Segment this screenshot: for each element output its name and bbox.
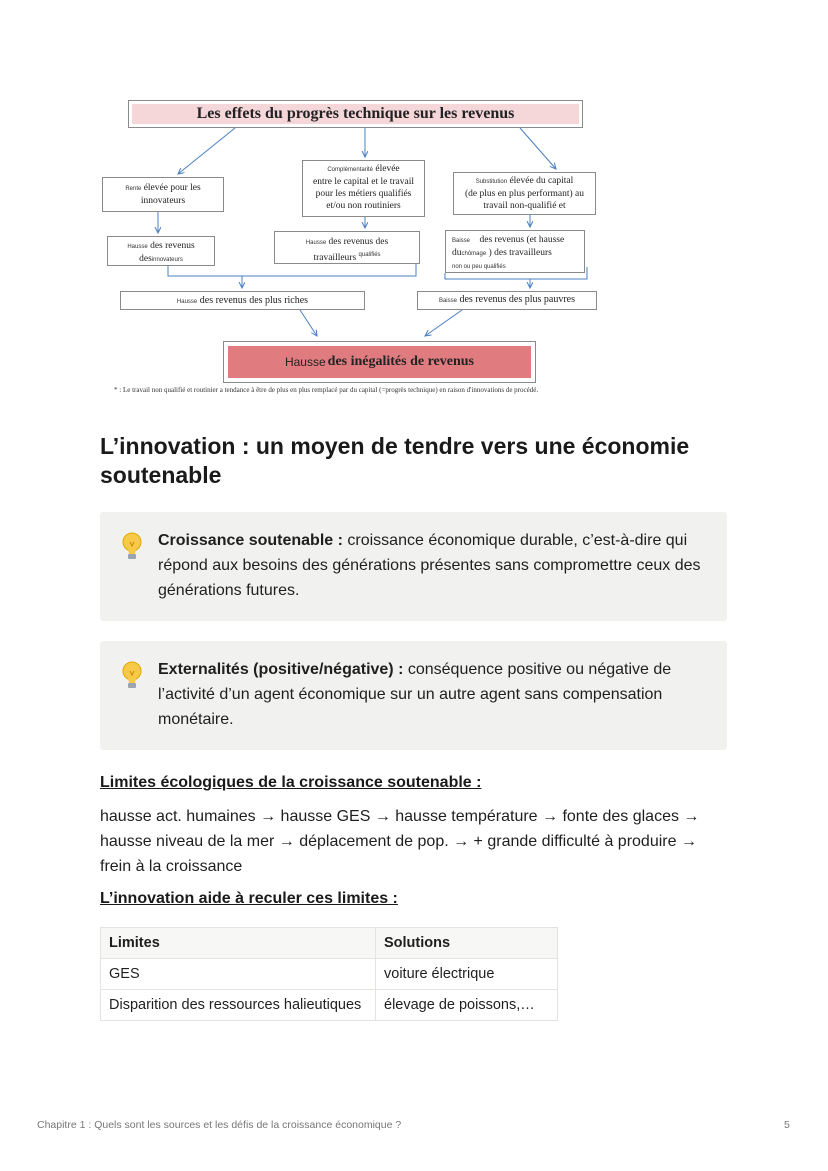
baisse-text-2: du [452, 248, 462, 258]
baisse-small-2: chômage [461, 251, 487, 257]
baisse-box [445, 230, 585, 273]
diagram-title-box [128, 100, 583, 128]
baisse-text-1: des revenus (et hausse [479, 235, 565, 245]
rente-box [102, 177, 224, 212]
arrow-pauvres-to-inegalites [425, 310, 462, 336]
substitution-text-3: travail non-qualifié et [483, 201, 566, 211]
innovation-heading: L’innovation aide à reculer ces limites : [100, 890, 398, 907]
callout-croissance-soutenable [100, 512, 727, 621]
table-header-limites: Limites [101, 928, 376, 959]
table-cell: voiture électrique [376, 959, 558, 990]
rente-label: Rente [125, 186, 142, 192]
complementarite-text-2: entre le capital et le travail [312, 177, 414, 187]
table-cell: Disparition des ressources halieutiques [101, 990, 376, 1021]
inegalites-box [223, 341, 536, 383]
hausse-trav-label: Hausse [305, 240, 327, 246]
table-header-row [101, 928, 558, 959]
pauvres-text: des revenus des plus pauvres [459, 294, 576, 305]
rente-text: élevée pour les [143, 183, 201, 193]
riches-text: des revenus des plus riches [199, 295, 309, 306]
section-title: L’innovation : un moyen de tendre vers une économie soutenable [100, 433, 690, 488]
complementarite-text-3: pour les métiers qualifiés [315, 189, 412, 199]
substitution-label: Substitution [475, 179, 508, 185]
hausse-innov-small: innovateurs [151, 257, 183, 263]
complementarite-box [302, 160, 425, 217]
baisse-small-3: non ou peu qualifiés [452, 264, 506, 270]
rente-text-2: innovateurs [140, 196, 186, 206]
table-row [101, 959, 558, 990]
table-row [101, 990, 558, 1021]
pauvres-label: Baisse [438, 298, 457, 304]
baisse-label: Baisse [452, 238, 471, 244]
table-header-solutions: Solutions [376, 928, 558, 959]
arrow-title-to-rente [178, 128, 235, 174]
substitution-box [453, 172, 596, 215]
diagram-title: Les effets du progrès technique sur les revenus [132, 104, 579, 124]
callout-definition: croissance économique durable, c’est-à-dire qui répond aux besoins des générations présentes sans compromettre ceux des générations futures. [158, 532, 701, 599]
arrow-riches-to-inegalites [300, 310, 317, 336]
arrow-title-to-subst [520, 128, 556, 169]
limits-heading: Limites écologiques de la croissance soutenable : [100, 774, 482, 791]
lightbulb-icon [118, 659, 146, 691]
page-number: 5 [784, 1119, 790, 1131]
diagram-footnote: * : Le travail non qualifié et routinier a tendance à être de plus en plus remplacé par du capital (=progrès technique) en raison d'innovations de procédé. [114, 386, 539, 394]
hausse-travailleurs-box [274, 231, 420, 264]
limits-solutions-table [100, 927, 558, 1021]
hausse-trav-text-2: travailleurs [313, 253, 357, 264]
callout-term: Croissance soutenable : [158, 532, 343, 549]
table-cell: élevage de poissons,… [376, 990, 558, 1021]
hausse-innov-label: Hausse [127, 244, 148, 250]
limits-text: hausse act. humaines → hausse GES → hausse température → fonte des glaces → hausse niveau de la mer → déplacement de pop. → + grande difficulté à produire → frein à la croissance [100, 808, 700, 875]
complementarite-label: Complémentarité [327, 167, 374, 173]
substitution-text-1: élevée du capital [509, 176, 574, 186]
hausse-innov-text-1: des revenus [150, 241, 195, 251]
substitution-text-2: (de plus en plus performant) au [465, 189, 584, 199]
hausse-innovateurs-box [107, 236, 215, 266]
hausse-trav-small: qualifiés [358, 252, 381, 258]
complementarite-text-4: et/ou non routiniers [326, 201, 401, 211]
callout-externalites [100, 641, 727, 750]
riches-box [120, 291, 365, 310]
callout-definition: conséquence positive ou négative de l’activité d’un agent économique sur un autre agent sans compensation monétaire. [158, 661, 672, 728]
pauvres-box [417, 291, 597, 310]
hausse-innov-text-2: des [139, 254, 152, 264]
hausse-trav-text-1: des revenus des [328, 237, 389, 247]
lightbulb-icon [118, 530, 146, 562]
inegalites-label: Hausse [284, 355, 326, 369]
baisse-text-3: ) des travailleurs [488, 248, 552, 258]
revenue-effects-diagram [100, 95, 600, 410]
inegalites-text: des inégalités de revenus [327, 354, 475, 369]
complementarite-text-1: élevée [375, 164, 400, 174]
footer-chapter: Chapitre 1 : Quels sont les sources et les défis de la croissance économique ? [37, 1119, 402, 1131]
callout-term: Externalités (positive/négative) : [158, 661, 404, 678]
riches-label: Hausse [176, 299, 198, 305]
table-cell: GES [101, 959, 376, 990]
